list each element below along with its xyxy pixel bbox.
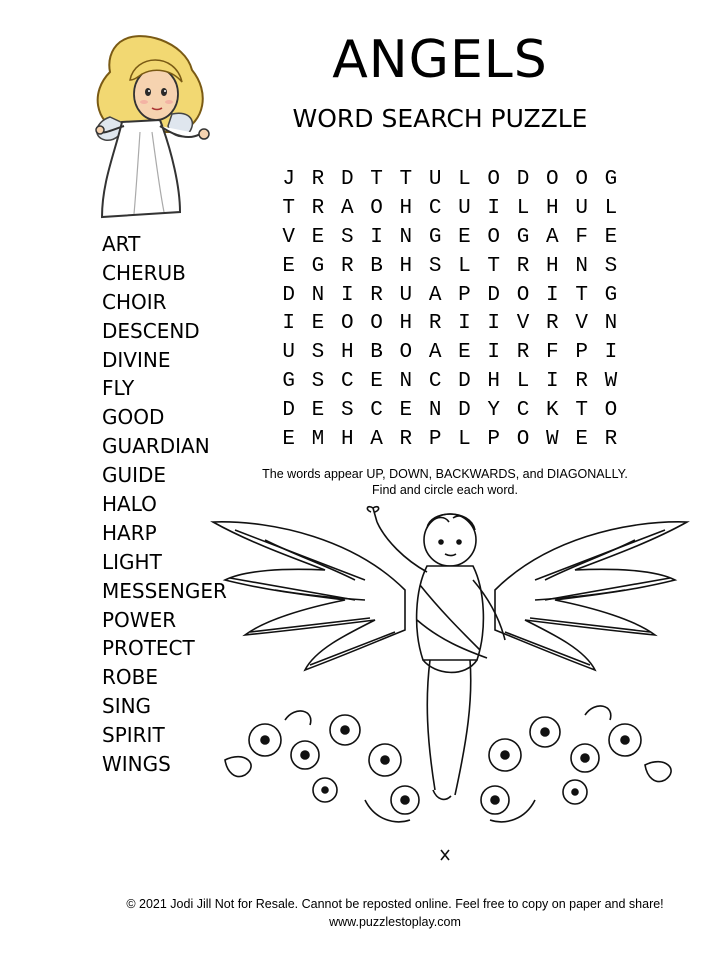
word-list-item: CHERUB <box>102 260 186 285</box>
word-list-item: SING <box>102 694 152 719</box>
grid-cell: N <box>399 370 413 394</box>
word-list-item: WINGS <box>102 752 171 777</box>
grid-cell: L <box>516 370 530 394</box>
grid-row <box>274 426 626 455</box>
grid-cell: T <box>370 168 383 191</box>
grid-cell: P <box>428 428 442 452</box>
grid-cell: A <box>546 225 559 249</box>
grid-cell: E <box>458 341 471 365</box>
grid-cell: L <box>458 168 471 191</box>
grid-cell: G <box>428 225 442 249</box>
page-title: ANGELS <box>332 30 548 90</box>
grid-cell: R <box>370 283 383 307</box>
grid-cell: A <box>370 428 383 452</box>
grid-cell: H <box>487 370 501 394</box>
word-list-item: GUARDIAN <box>102 434 210 459</box>
grid-row <box>274 195 626 224</box>
grid-cell: D <box>458 370 471 394</box>
grid-cell: I <box>458 312 471 336</box>
grid-cell: N <box>399 225 413 249</box>
grid-cell: N <box>604 312 618 336</box>
website-url: www.puzzlestoplay.com <box>329 915 461 929</box>
grid-cell: I <box>487 196 501 220</box>
word-list-item: GOOD <box>102 405 165 430</box>
grid-cell: H <box>340 341 354 365</box>
grid-cell: E <box>575 428 588 452</box>
grid-cell: O <box>546 168 559 191</box>
page-subtitle: WORD SEARCH PUZZLE <box>292 104 588 133</box>
grid-cell: B <box>370 254 383 278</box>
grid-cell: W <box>604 370 618 394</box>
grid-cell: H <box>399 312 413 336</box>
grid-cell: O <box>575 168 588 191</box>
grid-cell: O <box>370 312 383 336</box>
grid-cell: S <box>311 370 325 394</box>
grid-cell: S <box>428 254 442 278</box>
grid-cell: O <box>487 168 501 191</box>
footer <box>95 895 695 931</box>
grid-cell: E <box>458 225 471 249</box>
grid-cell: K <box>546 399 559 423</box>
grid-cell: L <box>516 196 530 220</box>
grid-cell: M <box>311 428 325 452</box>
grid-cell: C <box>340 370 354 394</box>
grid-cell: I <box>487 312 501 336</box>
grid-cell: C <box>516 399 530 423</box>
grid-cell: D <box>282 283 295 307</box>
word-list-item: HALO <box>102 492 157 517</box>
grid-cell: F <box>546 341 559 365</box>
grid-cell: P <box>458 283 471 307</box>
grid-cell: E <box>282 428 295 452</box>
grid-cell: E <box>399 399 413 423</box>
grid-cell: G <box>516 225 530 249</box>
grid-cell: O <box>487 225 501 249</box>
word-list-item: LIGHT <box>102 549 162 574</box>
grid-cell: G <box>604 168 618 191</box>
grid-cell: L <box>604 196 618 220</box>
grid-cell: U <box>282 341 295 365</box>
grid-cell: O <box>516 283 530 307</box>
grid-row <box>274 339 626 368</box>
grid-cell: A <box>428 341 442 365</box>
grid-cell: E <box>311 312 325 336</box>
word-list-item: HARP <box>102 520 157 545</box>
grid-row <box>274 166 626 195</box>
grid-cell: H <box>546 196 559 220</box>
grid-cell: W <box>546 428 559 452</box>
grid-cell: N <box>575 254 588 278</box>
grid-cell: I <box>546 370 559 394</box>
grid-cell: R <box>311 168 325 191</box>
grid-row <box>274 310 626 339</box>
word-list-item: CHOIR <box>102 289 167 314</box>
grid-cell: I <box>282 312 295 336</box>
grid-cell: R <box>604 428 618 452</box>
grid-cell: V <box>516 312 530 336</box>
instructions <box>245 466 645 498</box>
grid-cell: H <box>546 254 559 278</box>
word-list-item: GUIDE <box>102 463 167 488</box>
grid-row <box>274 253 626 282</box>
grid-cell: O <box>516 428 530 452</box>
grid-cell: R <box>340 254 354 278</box>
grid-cell: U <box>428 168 442 191</box>
grid-cell: E <box>282 254 295 278</box>
grid-cell: U <box>575 196 588 220</box>
grid-cell: R <box>516 254 530 278</box>
grid-cell: D <box>487 283 501 307</box>
grid-cell: R <box>516 341 530 365</box>
grid-cell: R <box>311 196 325 220</box>
grid-cell: E <box>311 399 325 423</box>
grid-cell: I <box>546 283 559 307</box>
grid-cell: G <box>311 254 325 278</box>
grid-cell: G <box>604 283 618 307</box>
grid-cell: D <box>458 399 471 423</box>
grid-cell: U <box>399 283 413 307</box>
grid-cell: P <box>487 428 501 452</box>
grid-cell: L <box>458 428 471 452</box>
grid-cell: D <box>282 399 295 423</box>
grid-cell: A <box>340 196 354 220</box>
grid-row <box>274 368 626 397</box>
instructions-line: The words appear UP, DOWN, BACKWARDS, and DIAGONALLY. <box>262 467 628 481</box>
grid-cell: H <box>399 254 413 278</box>
grid-cell: V <box>575 312 588 336</box>
grid-row <box>274 224 626 253</box>
grid-row <box>274 397 626 426</box>
grid-cell: I <box>604 341 618 365</box>
grid-cell: T <box>575 399 588 423</box>
grid-cell: O <box>370 196 383 220</box>
grid-cell: U <box>458 196 471 220</box>
word-list-item: SPIRIT <box>102 723 165 748</box>
grid-cell: T <box>399 168 413 191</box>
grid-cell: R <box>575 370 588 394</box>
grid-cell: S <box>340 225 354 249</box>
grid-cell: I <box>487 341 501 365</box>
grid-cell: G <box>282 370 295 394</box>
grid-cell: O <box>399 341 413 365</box>
grid-cell: C <box>428 196 442 220</box>
grid-cell: B <box>370 341 383 365</box>
grid-cell: N <box>311 283 325 307</box>
grid-cell: S <box>311 341 325 365</box>
grid-cell: H <box>340 428 354 452</box>
instructions-line: Find and circle each word. <box>372 483 518 497</box>
grid-cell: R <box>399 428 413 452</box>
grid-cell: J <box>282 168 295 191</box>
cartoon-angel-illustration <box>80 22 220 222</box>
cherub-illustration <box>205 500 695 870</box>
word-list-item: ART <box>102 232 141 256</box>
grid-cell: R <box>428 312 442 336</box>
grid-cell: L <box>458 254 471 278</box>
grid-cell: E <box>604 225 618 249</box>
word-list-item: DESCEND <box>102 318 200 343</box>
grid-cell: C <box>370 399 383 423</box>
grid-cell: V <box>282 225 295 249</box>
word-list-item: FLY <box>102 376 135 401</box>
grid-cell: T <box>575 283 588 307</box>
word-list-item: DIVINE <box>102 347 171 372</box>
grid-cell: I <box>340 283 354 307</box>
word-list-item: MESSENGER <box>102 578 227 603</box>
grid-cell: I <box>370 225 383 249</box>
grid-cell: N <box>428 399 442 423</box>
word-list-item: POWER <box>102 607 177 632</box>
grid-cell: O <box>604 399 618 423</box>
letter-grid <box>274 166 626 455</box>
grid-cell: H <box>399 196 413 220</box>
grid-cell: T <box>487 254 501 278</box>
grid-cell: T <box>282 196 295 220</box>
grid-cell: E <box>370 370 383 394</box>
grid-cell: R <box>546 312 559 336</box>
grid-cell: E <box>311 225 325 249</box>
grid-cell: Y <box>487 399 501 423</box>
word-list-item: PROTECT <box>102 636 195 661</box>
grid-cell: D <box>516 168 530 191</box>
grid-cell: C <box>428 370 442 394</box>
grid-cell: P <box>575 341 588 365</box>
grid-row <box>274 282 626 311</box>
grid-cell: F <box>575 225 588 249</box>
grid-cell: D <box>340 168 354 191</box>
word-list-item: ROBE <box>102 665 158 690</box>
grid-cell: S <box>604 254 618 278</box>
grid-cell: S <box>340 399 354 423</box>
grid-cell: A <box>428 283 442 307</box>
grid-cell: O <box>340 312 354 336</box>
copyright-text: © 2021 Jodi Jill Not for Resale. Cannot be reposted online. Feel free to copy on paper and share! <box>126 897 664 911</box>
